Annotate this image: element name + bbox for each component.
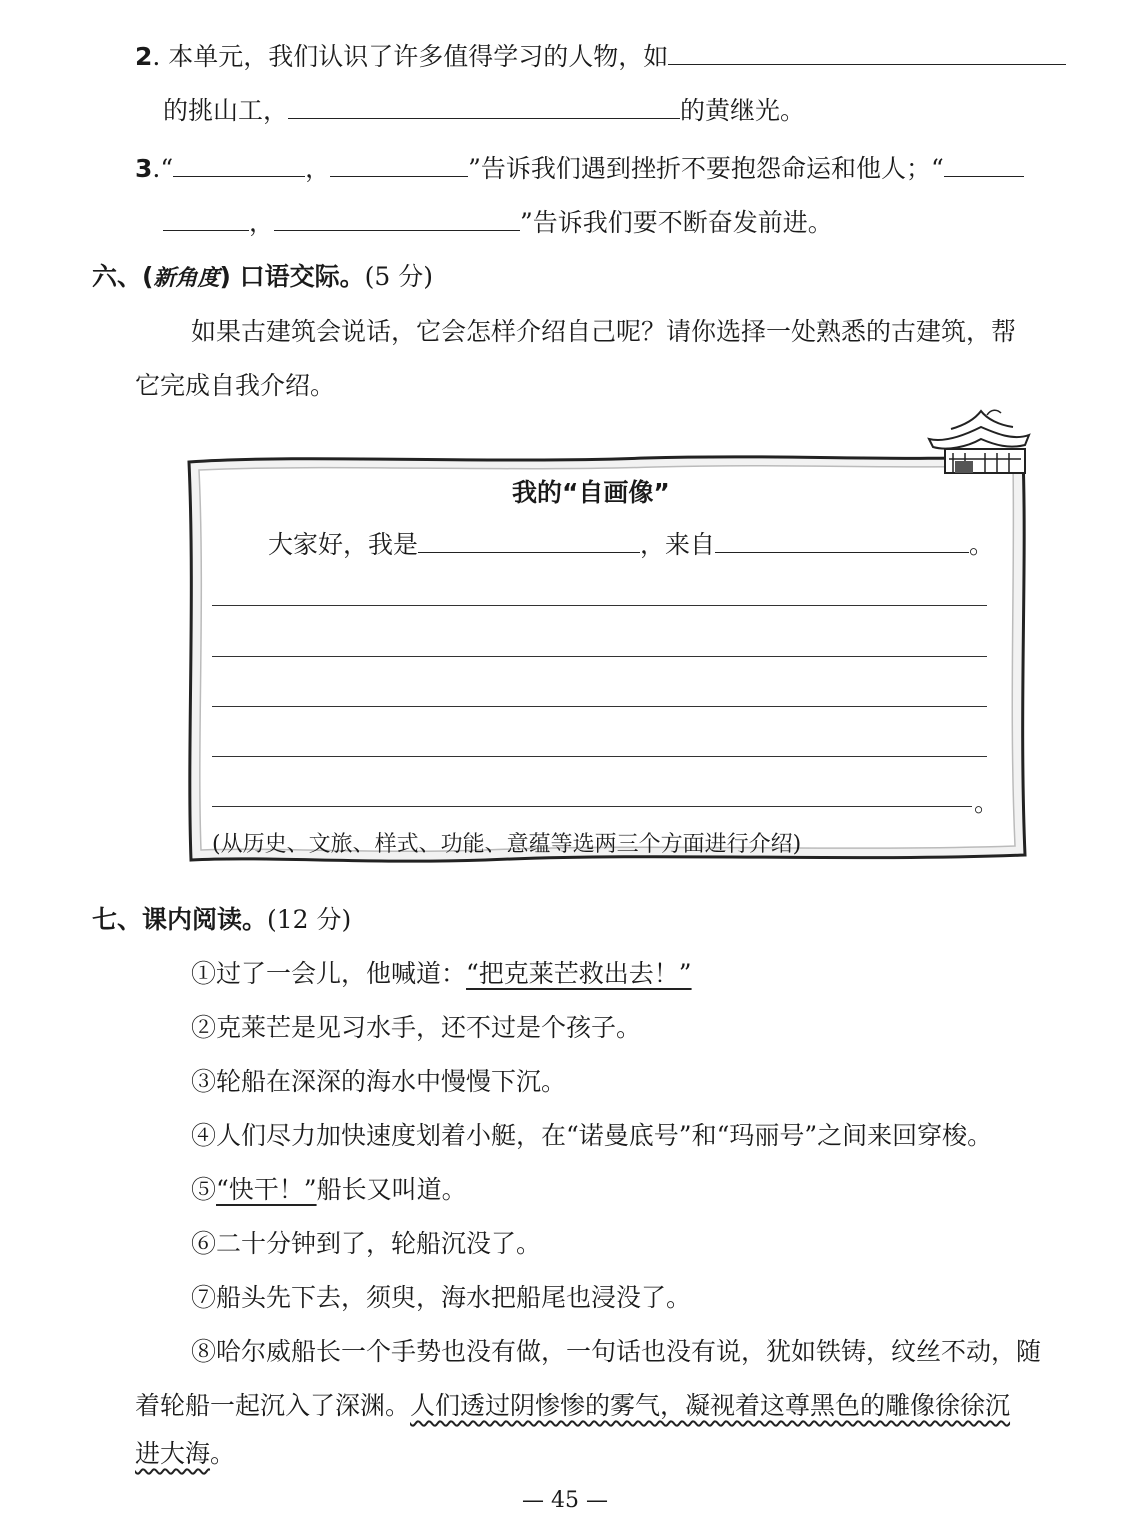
sentence-8-plain: 着轮船一起沉入了深渊。 [135,1391,411,1420]
name-blank[interactable] [418,528,640,553]
sentence-1-underlined: “把克莱芒救出去！” [466,959,692,988]
sentence-5 [191,1173,467,1207]
q3-comma-2: ， [249,208,275,237]
box-title: 我的“自画像” [512,478,670,507]
q3-blank-3-cont[interactable] [163,206,249,231]
q3-open-quote: .“ [152,154,174,183]
sentence-5-b: 船长又叫道。 [316,1175,467,1204]
q2-line1 [135,40,1066,74]
sentence-1 [191,957,692,991]
q3-line2 [163,206,833,240]
sentence-8-end: 。 [210,1439,236,1468]
q3-comma: ， [305,154,331,183]
q3-blank-3[interactable] [944,152,1024,177]
writing-line-5[interactable] [212,806,972,807]
sentence-2: ②克莱芒是见习水手，还不过是个孩子。 [191,1013,642,1042]
box-end-mark: 。 [974,788,1000,817]
q3-blank-4[interactable] [274,206,520,231]
box-hint: (从历史、文旅、样式、功能、意蕴等选两三个方面进行介绍) [212,832,802,857]
sentence-7: ⑦船头先下去，须臾，海水把船尾也浸没了。 [191,1283,692,1312]
sentence-5-underlined: “快干！” [216,1175,317,1204]
sentence-8-wavy-b: 进大海 [135,1439,211,1468]
box-intro-line [268,528,994,562]
q3-blank-1[interactable] [173,152,305,177]
section6-heading [92,260,433,296]
writing-line-2[interactable] [212,656,987,657]
box-intro-b: ，来自 [640,530,716,559]
section6-heading-a: 六、( [92,262,154,291]
box-intro-a: 大家好，我是 [268,530,419,559]
writing-line-4[interactable] [212,756,987,757]
section7-heading-text: 七、课内阅读。 [92,905,268,934]
sentence-8-wavy-a: 人们透过阴惨惨的雾气，凝视着这尊黑色的雕像徐徐沉 [410,1391,1011,1420]
sentence-8-line-3 [135,1437,235,1471]
section6-tag: 新角度 [153,266,220,291]
origin-blank[interactable] [715,528,969,553]
sentence-5-num: ⑤ [191,1175,217,1204]
section6-prompt-2: 它完成自我介绍。 [135,371,336,400]
section7-heading [92,903,351,937]
self-portrait-frame [185,450,1027,865]
section7-points: (12 分) [267,905,352,934]
q2-line2 [163,94,805,128]
q2-text-b: 的挑山工， [163,96,289,125]
q2-blank-1[interactable] [668,40,1066,65]
q2-text-c: 的黄继光。 [680,96,806,125]
writing-line-1[interactable] [212,605,987,606]
box-intro-end: 。 [969,530,995,559]
sentence-8-line-1: ⑧哈尔威船长一个手势也没有做，一句话也没有说，犹如铁铸，纹丝不动，随 [191,1337,1042,1366]
sentence-4: ④人们尽力加快速度划着小艇，在“诺曼底号”和“玛丽号”之间来回穿梭。 [191,1121,993,1150]
sentence-1-a: ①过了一会儿，他喊道： [191,959,467,988]
pavilion-icon [925,405,1033,477]
sentence-6: ⑥二十分钟到了，轮船沉没了。 [191,1229,542,1258]
section6-heading-b: ) 口语交际。 [219,262,365,291]
q3-text-a: ”告诉我们遇到挫折不要抱怨命运和他人；“ [468,154,944,183]
q2-number: 2 [135,42,153,71]
q2-blank-2[interactable] [288,94,680,119]
sentence-8-line-2 [135,1389,1010,1423]
section6-prompt-1: 如果古建筑会说话，它会怎样介绍自己呢？请你选择一处熟悉的古建筑，帮 [191,317,1017,346]
q3-number: 3 [135,154,153,183]
section6-points: (5 分) [364,262,433,291]
sentence-3: ③轮船在深深的海水中慢慢下沉。 [191,1067,567,1096]
writing-line-3[interactable] [212,706,987,707]
q3-text-b: ”告诉我们要不断奋发前进。 [520,208,833,237]
q2-text-a: . 本单元，我们认识了许多值得学习的人物，如 [152,42,669,71]
q3-line1 [135,152,1024,186]
page-number: — 45 — [522,1488,608,1513]
q3-blank-2[interactable] [330,152,468,177]
